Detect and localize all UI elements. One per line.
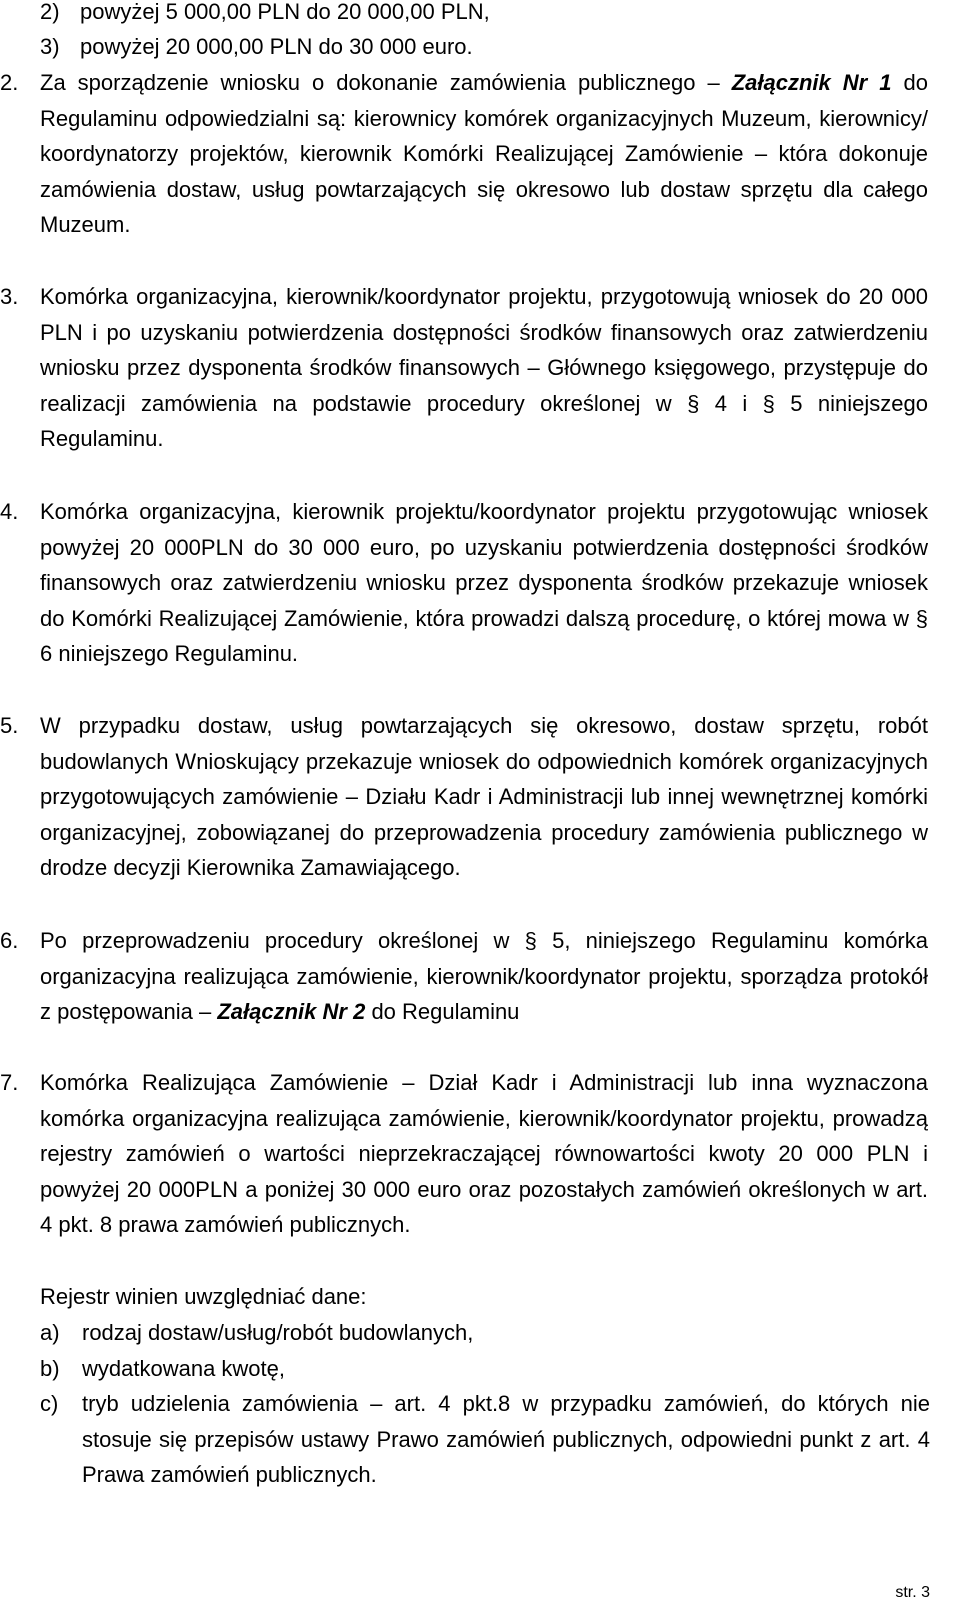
paragraph-number: 6. [0,928,19,953]
paragraph-text: W przypadku dostaw, usług powtarzających się okresowo, dostaw sprzętu, robót budowlanych Wnioskujący przekazuje wniosek do odpowiednich komórek organizacyjnych przygotowujących zamówienie – Działu Kadr i Administracji lub innej wewnętrznej komórki organizacyjnej, zobowiązanej do przeprowadzenia procedury zamówienia publicznego w drodze decyzji Kierownika Zamawiającego. [40,713,928,881]
paragraph-7 [0,1065,928,1243]
register-intro: Rejestr winien uwzględniać dane: [40,1284,367,1309]
page-number: str. 3 [895,1584,930,1601]
paragraph-text: Komórka organizacyjna, kierownik/koordynator projektu, przygotowują wniosek do 20 000 PLN i po uzyskaniu potwierdzenia dostępności środków finansowych oraz zatwierdzeniu wniosku przez dysponenta środków finansowych – Głównego księgowego, przystępuje do realizacji zamówienia na podstawie procedury określonej w § 4 i § 5 niniejszego Regulaminu. [40,284,928,452]
list-item-text: rodzaj dostaw/usług/robót budowlanych, [82,1320,474,1345]
paragraph-text: Komórka organizacyjna, kierownik projektu/koordynator projektu przygotowując wniosek powyżej 20 000PLN do 30 000 euro, po uzyskaniu potwierdzenia dostępności środków finansowych oraz zatwierdzeniu wniosku przez dysponenta środków przekazuje wniosek do Komórki Realizującej Zamówienie, która prowadzi dalszą procedurę, o której mowa w § 6 niniejszego Regulaminu. [40,499,928,667]
list-item [40,1351,930,1387]
attachment-reference: Załącznik Nr 1 [731,70,892,95]
paragraph-6 [0,923,928,1030]
paragraph-body [40,923,928,1030]
list-marker: c) [40,1391,59,1417]
list-marker: 3) [40,34,60,59]
list-marker: a) [40,1320,60,1345]
paragraph-number: 2. [0,70,19,95]
paragraph-text: do Regulaminu odpowiedzialni są: kierownicy komórek organizacyjnych Muzeum, kierownicy/ koordynatorzy projektów, kierownik Komórki Realizującej Zamówienie – która dokonuje zamówienia dostaw, usług powtarzających się okresowo lub dostaw sprzętu dla całego Muzeum. [40,70,928,238]
paragraph-number: 4. [0,499,19,524]
list-item [40,29,920,64]
list-item-text: powyżej 5 000,00 PLN do 20 000,00 PLN, [80,0,490,24]
paragraph-number: 3. [0,284,19,309]
paragraph-3 [0,279,928,457]
list-marker: 2) [40,0,60,24]
paragraph-4 [0,494,928,672]
register-list [40,1315,930,1493]
paragraph-number: 5. [0,713,19,738]
paragraph-text: Komórka Realizująca Zamówienie – Dział Kadr i Administracji lub inna wyznaczona komórka organizacyjna realizująca zamówienie, kierownik/koordynator projektu, prowadzą rejestry zamówień o wartości nieprzekraczającej równowartości kwoty 20 000 PLN i powyżej 20 000PLN a poniżej 30 000 euro oraz pozostałych zamówień określonych w art. 4 pkt. 8 prawa zamówień publicznych. [40,1070,928,1238]
list-item-text: tryb udzielenia zamówienia – art. 4 pkt.8 w przypadku zamówień, do których nie stosuje się przepisów ustawy Prawo zamówień publicznych, odpowiedni punkt z art. 4 Prawa zamówień publicznych. [82,1391,930,1488]
paragraph-text: do Regulaminu [371,999,520,1025]
paragraph-text: Za sporządzenie wniosku o dokonanie zamówienia publicznego – [40,70,720,95]
list-item-text: wydatkowana kwotę, [82,1355,285,1381]
list-marker: b) [40,1355,60,1381]
attachment-reference: Załącznik Nr 2 [217,999,366,1025]
paragraph-5 [0,708,928,886]
paragraph-number: 7. [0,1070,19,1095]
list-item [40,0,920,29]
list-item [40,1315,930,1351]
list-item-text: powyżej 20 000,00 PLN do 30 000 euro. [80,34,473,59]
paragraph-body [40,65,928,243]
paragraph-2 [0,65,928,243]
paragraph-text: Po przeprowadzeniu procedury określonej w § 5, niniejszego Regulaminu komórka organizacyjna realizująca zamówienie, kierownik/koordynator projektu, sporządza protokół z postępowania – [40,928,928,1025]
list-item [40,1386,930,1493]
